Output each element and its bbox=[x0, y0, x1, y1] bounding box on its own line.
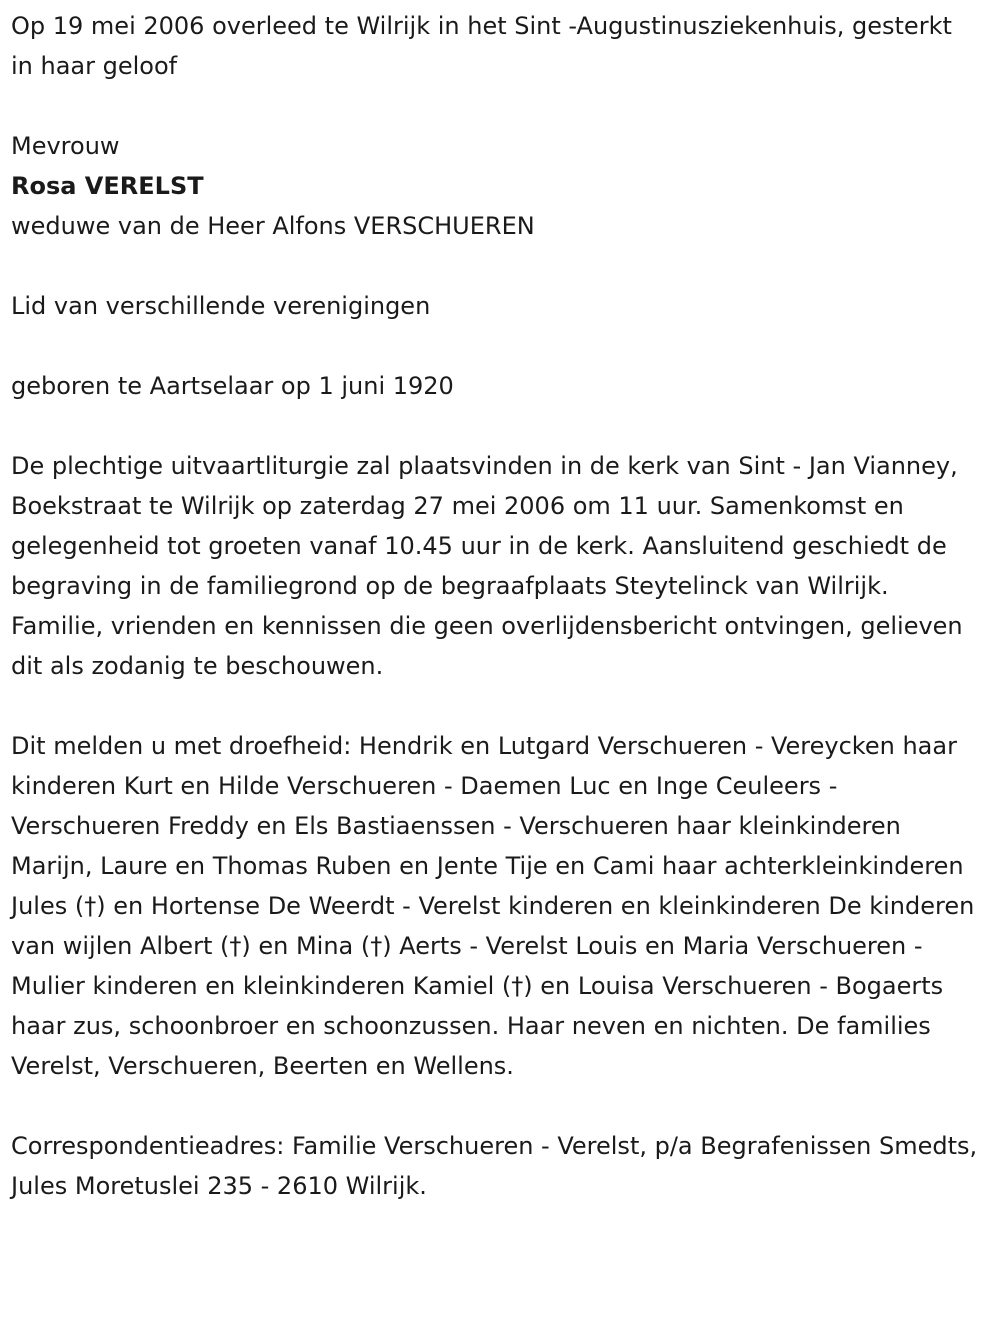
correspondence-text: Correspondentieadres: Familie Verschueren - Verelst, p/a Begrafenissen Smedts, Jules Moretuslei 235 - 2610 Wilrijk. bbox=[11, 1132, 978, 1200]
announcement-text: Dit melden u met droefheid: Hendrik en Lutgard Verschueren - Vereycken haar kinderen Kurt en Hilde Verschueren - Daemen Luc en Inge Ceuleers - Verschueren Freddy en Els Bastiaenssen - Verschueren haar kleinkinderen Marijn, Laure en Thomas Ruben en Jente Tije en Cami haar achterkleinkinderen Jules (†) en Hortense De Weerdt - Verelst kinderen en kleinkinderen De kinderen van wijlen Albert (†) en Mina (†) Aerts - Verelst Louis en Maria Verschueren - Mulier kinderen en kleinkinderen Kamiel (†) en Louisa Verschueren - Bogaerts haar zus, schoonbroer en schoonzussen. Haar neven en nichten. De families Verelst, Verschueren, Beerten en Wellens. bbox=[11, 732, 975, 1080]
intro-text: Op 19 mei 2006 overleed te Wilrijk in het Sint -Augustinusziekenhuis, gesterkt in haar geloof bbox=[11, 12, 952, 80]
birth-text: geboren te Aartselaar op 1 juni 1920 bbox=[11, 372, 454, 400]
membership-text: Lid van verschillende verenigingen bbox=[11, 292, 431, 320]
salutation: Mevrouw bbox=[11, 132, 120, 160]
widow-of-text: weduwe van de Heer Alfons VERSCHUEREN bbox=[11, 212, 535, 240]
funeral-text: De plechtige uitvaartliturgie zal plaatsvinden in de kerk van Sint - Jan Vianney, Boekstraat te Wilrijk op zaterdag 27 mei 2006 om 11 uur. Samenkomst en gelegenheid tot groeten vanaf 10.45 uur in de kerk. Aansluitend geschiedt de begraving in de familiegrond op de begraafplaats Steytelinck van Wilrijk. Familie, vrienden en kennissen die geen overlijdensbericht ontvingen, gelieven dit als zodanig te beschouwen. bbox=[11, 452, 963, 680]
deceased-name: Rosa VERELST bbox=[11, 172, 204, 200]
